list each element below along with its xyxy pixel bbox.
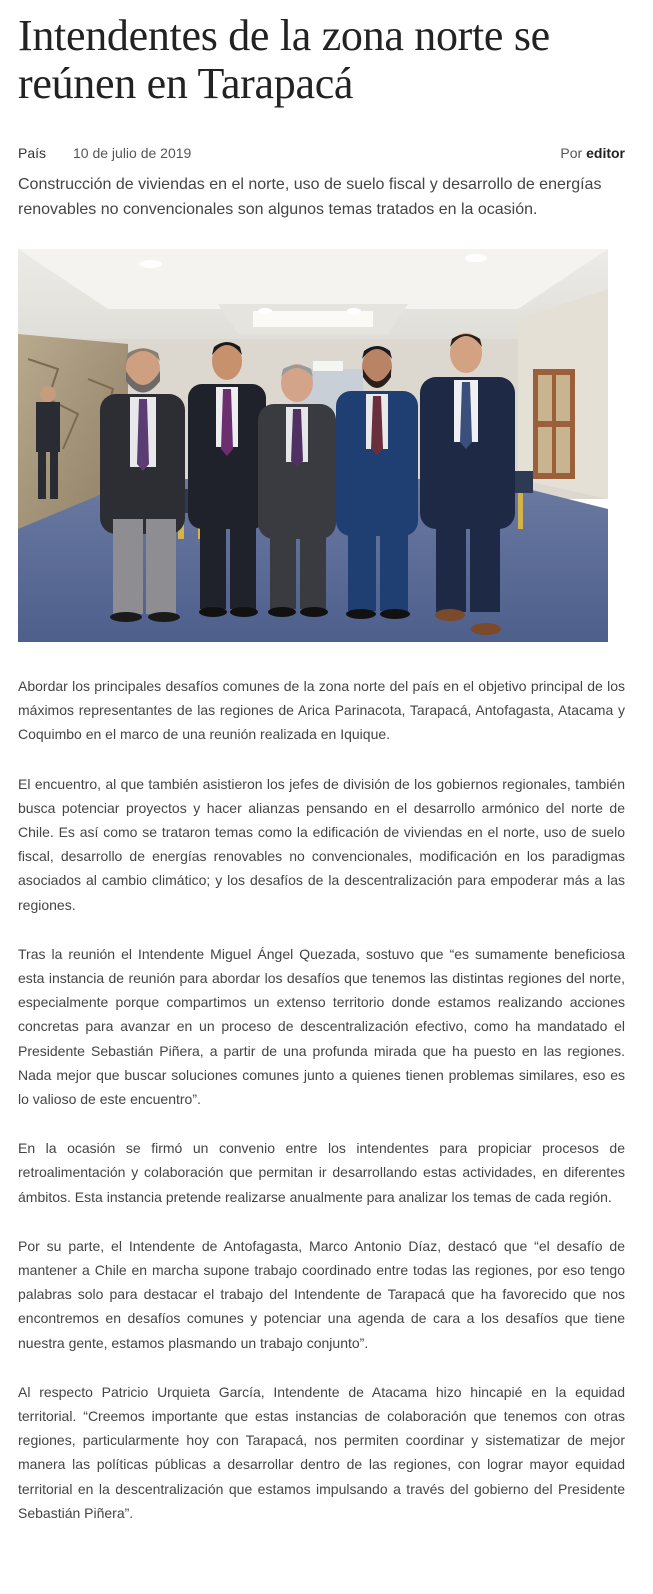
- category-link[interactable]: País: [18, 145, 47, 161]
- article: [18, 0, 625, 1521]
- body-paragraph: Por su parte, el Intendente de Antofagasta, Marco Antonio Díaz, destacó que “el desafío de mantener a Chile en marcha supone trabajo coordinado entre todas las regiones, por eso tengo palabras solo para destacar el trabajo del Intendente de Tarapacá que ha favorecido que nos encontremos en desafíos comunes y potenciar una agenda de cara a los desafíos que tiene nuestra gente, estamos plasmando un trabajo conjunto”.: [18, 1237, 625, 1351]
- body-paragraph: En la ocasión se firmó un convenio entre los intendentes para propiciar procesos de retroalimentación y colaboración que permitan ir desarrollando estas actividades, en diferentes ámbitos. Esta instancia pretende realizarse anualmente para analizar los temas de cada región.: [18, 1140, 625, 1205]
- article-lead: Construcción de viviendas en el norte, uso de suelo fiscal y desarrollo de energías renovables no convencionales son algunos temas tratados en la ocasión.: [18, 176, 602, 218]
- body-paragraph: Al respecto Patricio Urquieta García, Intendente de Atacama hizo hincapié en la equidad territorial. “Creemos importante que estas instancias de colaboración que tenemos con otras regiones, particularmente hoy con Tarapacá, nos permiten coordinar y sistematizar de mejor manera las políticas públicas a desarrollar dentro de las regiones, con lograr mayor equidad territorial en la descentralización que estamos impulsando a través del gobierno del Presidente Sebastián Piñera”.: [18, 1383, 625, 1521]
- article-photo: [18, 249, 608, 642]
- byline: [560, 143, 625, 163]
- body-paragraph: Abordar los principales desafíos comunes de la zona norte del país en el objetivo principal de los máximos representantes de las regiones de Arica Parinacota, Tarapacá, Antofagasta, Atacama y Coquimbo en el marco de una reunión realizada en Iquique.: [18, 678, 625, 743]
- article-body: [18, 674, 625, 1550]
- article-meta: [18, 143, 625, 163]
- body-paragraph: Tras la reunión el Intendente Miguel Ángel Quezada, sostuvo que “es sumamente beneficiosa esta instancia de reunión para abordar los desafíos que tenemos las distintas regiones del norte, especialmente porque compartimos un extenso territorio donde estamos realizando acciones concretas para avanzar en un proceso de descentralización efectivo, como ha mandatado el Presidente Sebastián Piñera, a partir de una profunda mirada que ha puesto en las regiones. Nada mejor que buscar soluciones comunes junto a quienes tienen problemas similares, eso es lo valioso de este encuentro”.: [18, 945, 625, 1108]
- publish-date: 10 de julio de 2019: [73, 145, 192, 161]
- article-title: Intendentes de la zona norte se reúnen en Tarapacá: [18, 11, 550, 108]
- byline-prefix: Por: [560, 145, 583, 161]
- author-link[interactable]: editor: [586, 145, 625, 161]
- body-paragraph: El encuentro, al que también asistieron los jefes de división de los gobiernos regionales, también busca potenciar proyectos y hacer alianzas pensando en el desarrollo armónico del norte de Chile. Es así como se trataron temas como la edificación de viviendas en el norte, uso de suelo fiscal, desarrollo de energías renovables no convencionales, modificación en los paradigmas asociados al cambio climático; y los desafíos de la descentralización para empoderar más a las regiones.: [18, 775, 625, 913]
